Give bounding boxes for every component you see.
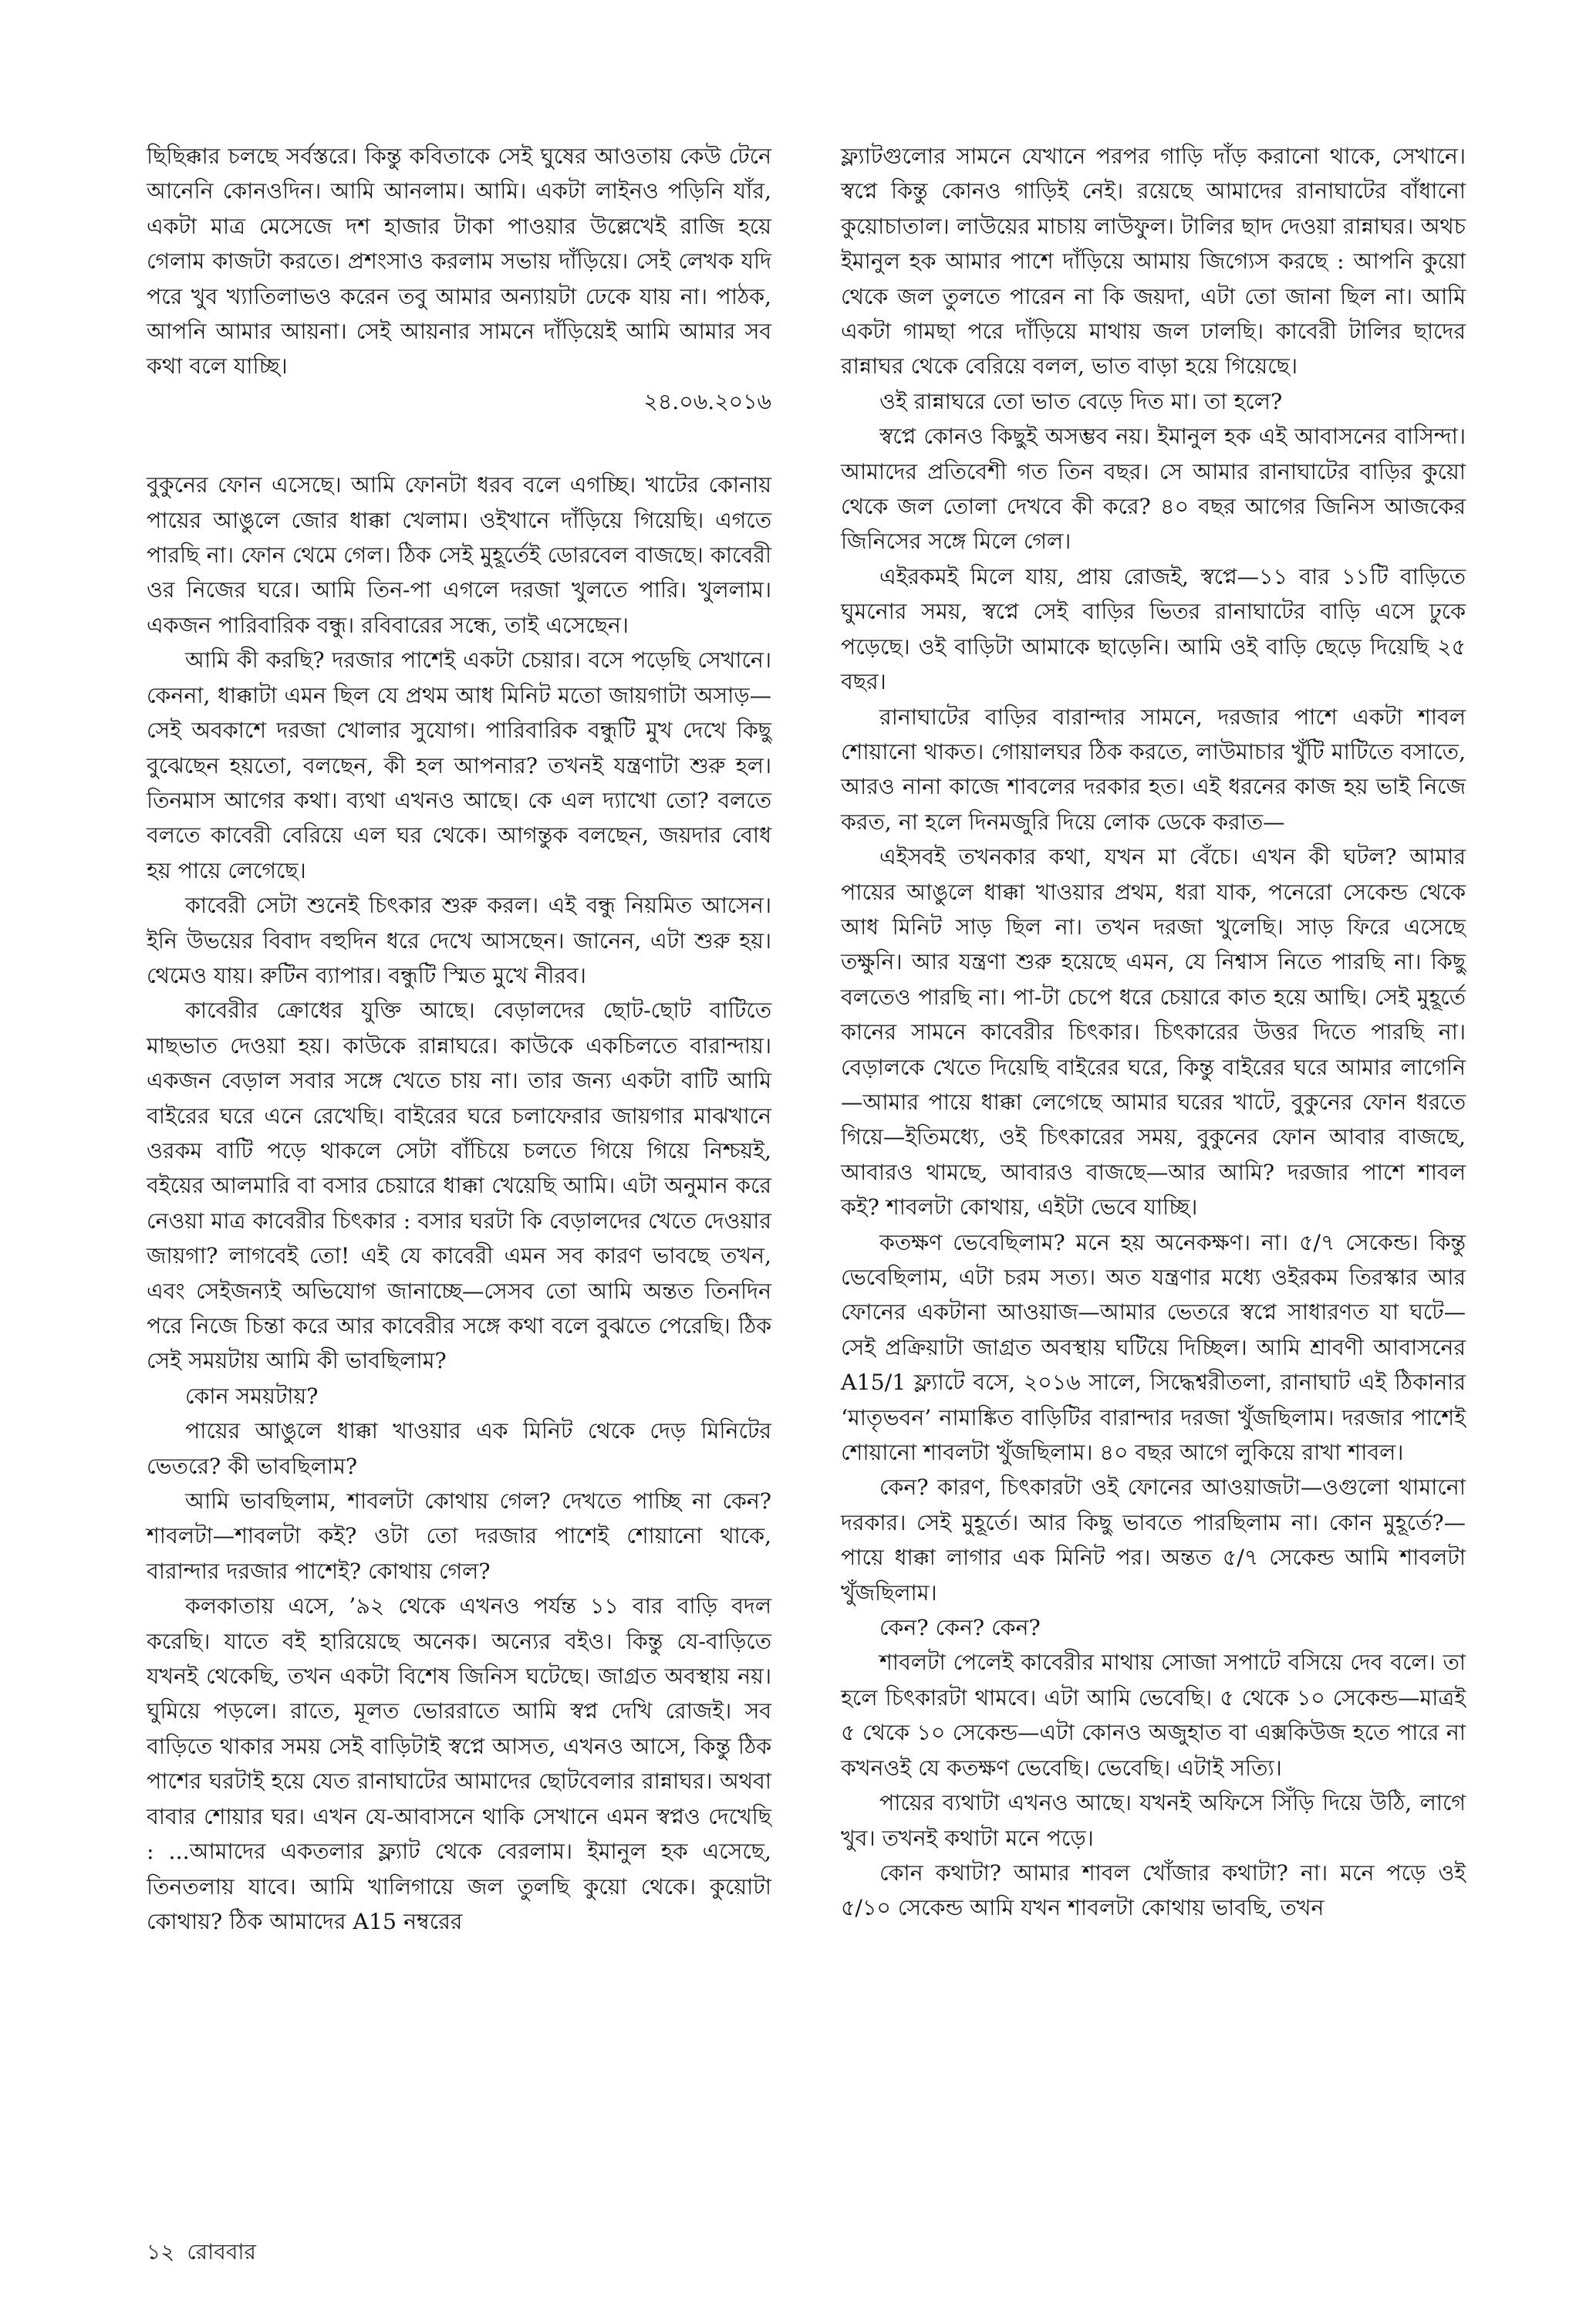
paragraph: এইসবই তখনকার কথা, যখন মা বেঁচে। এখন কী ঘটল? আমার পায়ের আঙুলে ধাক্কা খাওয়ার প্রথম, ধরা যাক, পনেরো সেকেন্ড থেকে আধ মিনিট সাড় ছিল না। তখন দরজা খুলেছি। সাড় ফিরে এসেছে তক্ষুনি। আর যন্ত্রণা শুরু হয়েছে এমন, যে নিশ্বাস নিতে পারছি না। কিছু বলতেও পারছি না। পা-টা চেপে ধরে চেয়ারে কাত হয়ে আছি। সেই মুহূর্তে কানের সামনে কাবেরীর চিৎকার। চিৎকারের উত্তর দিতে পারছি না। বেড়ালকে খেতে দিয়েছি বাইরের ঘরে, কিন্তু বাইরের ঘরে আমার লাগেনি—আমার পায়ে ধাক্কা লেগেছে আমার ঘরের খাটে, বুকুনের ফোন ধরতে গিয়ে—ইতিমধ্যে, ওই চিৎকারের সময়, বুকুনের ফোন আবার বাজছে, আবারও থামছে, আবারও বাজছে—আর আমি? দরজার পাশে শাবল কই? শাবলটা কোথায়, এইটা ভেবে যাচ্ছি। (841, 844, 1466, 1221)
date-line: ২৪.০৬.২০১৬ (643, 388, 771, 414)
paragraph: কেন? কারণ, চিৎকারটা ওই ফোনের আওয়াজটা—ওগুলো থামানো দরকার। সেই মুহূর্তে। আর কিছু ভাবতে পারছিলাম না। কোন মুহূর্তে?—পায়ে ধাক্কা লাগার এক মিনিট পর। অন্তত ৫/৭ সেকেন্ড আমি শাবলটা খুঁজছিলাম। (841, 1474, 1466, 1606)
paragraph: কাবেরী সেটা শুনেই চিৎকার শুরু করল। এই বন্ধু নিয়মিত আসেন। ইনি উভয়ের বিবাদ বহুদিন ধরে দেখে আসছেন। জানেন, এটা শুরু হয়। থেমেও যায়। রুটিন ব্যাপার। বন্ধুটি স্মিত মুখে নীরব। (147, 893, 771, 988)
paragraph: পায়ের আঙুলে ধাক্কা খাওয়ার এক মিনিট থেকে দেড় মিনিটের ভেতরে? কী ভাবছিলাম? (147, 1418, 771, 1479)
paragraph: পায়ের ব্যথাটা এখনও আছে। যখনই অফিসে সিঁড়ি দিয়ে উঠি, লাগে খুব। তখনই কথাটা মনে পড়ে। (841, 1790, 1466, 1851)
paragraph: কেন? কেন? কেন? (879, 1615, 1041, 1641)
paragraph: স্বপ্নে কোনও কিছুই অসম্ভব নয়। ইমানুল হক এই আবাসনের বাসিন্দা। আমাদের প্রতিবেশী গত তিন বছর। সে আমার রানাঘাটের বাড়ির কুয়ো থেকে জল তোলা দেখবে কী করে? ৪০ বছর আগের জিনিস আজকের জিনিসের সঙ্গে মিলে গেল। (841, 424, 1466, 555)
paragraph: শাবলটা পেলেই কাবেরীর মাথায় সোজা সপাটে বসিয়ে দেব বলে। তা হলে চিৎকারটা থামবে। এটা আমি ভেবেছি। ৫ থেকে ১০ সেকেন্ড—মাত্রই ৫ থেকে ১০ সেকেন্ড—এটা কোনও অজুহাত বা এক্সকিউজ হতে পারে না কখনওই যে কতক্ষণ ভেবেছি। ভেবেছি। এটাই সত্যি। (841, 1650, 1466, 1781)
page-footer (147, 2235, 256, 2272)
paragraph: ছিছিক্কার চলছে সর্বস্তরে। কিন্তু কবিতাকে সেই ঘুষের আওতায় কেউ টেনে আনেনি কোনওদিন। আমি আনলাম। আমি। একটা লাইনও পড়িনি যাঁর, একটা মাত্র মেসেজে দশ হাজার টাকা পাওয়ার উল্লেখেই রাজি হয়ে গেলাম কাজটা করতে। প্রশংসাও করলাম সভায় দাঁড়িয়ে। সেই লেখক যদি পরে খুব খ্যাতিলাভও করেন তবু আমার অন্যায়টা ঢেকে যায় না। পাঠক, আপনি আমার আয়না। সেই আয়নার সামনে দাঁড়িয়েই আমি আমার সব কথা বলে যাচ্ছি। (147, 144, 771, 380)
page-number: ১২ (147, 2239, 175, 2265)
paragraph: বুকুনের ফোন এসেছে। আমি ফোনটা ধরব বলে এগচ্ছি। খাটের কোনায় পায়ের আঙুলে জোর ধাক্কা খেলাম। ওইখানে দাঁড়িয়ে গিয়েছি। এগতে পারছি না। ফোন থেমে গেল। ঠিক সেই মুহূর্তেই ডোরবেল বাজছে। কাবেরী ওর নিজের ঘরে। আমি তিন-পা এগলে দরজা খুলতে পারি। খুললাম। একজন পারিবারিক বন্ধু। রবিবারের সন্ধে, তাই এসেছেন। (147, 472, 771, 638)
left-paragraphs-a (147, 139, 771, 384)
right-column (841, 139, 1466, 1926)
paragraph: কোন কথাটা? আমার শাবল খোঁজার কথাটা? না। মনে পড়ে ওই ৫/১০ সেকেন্ড আমি যখন শাবলটা কোথায় ভাবছি, তখন (841, 1860, 1466, 1921)
paragraph: কোন সময়টায়? (185, 1383, 319, 1409)
paragraph: রানাঘাটের বাড়ির বারান্দার সামনে, দরজার পাশে একটা শাবল শোয়ানো থাকত। গোয়ালঘর ঠিক করতে, লাউমাচার খুঁটি মাটিতে বসাতে, আরও নানা কাজে শাবলের দরকার হত। এই ধরনের কাজ হয় ভাই নিজে করত, না হলে দিনমজুরি দিয়ে লোক ডেকে করাত— (841, 704, 1466, 835)
paragraph: আমি ভাবছিলাম, শাবলটা কোথায় গেল? দেখতে পাচ্ছি না কেন? শাবলটা—শাবলটা কই? ওটা তো দরজার পাশেই শোয়ানো থাকে, বারান্দার দরজার পাশেই? কোথায় গেল? (147, 1488, 771, 1584)
left-column (147, 139, 771, 1939)
paragraph: ফ্ল্যাটগুলোর সামনে যেখানে পরপর গাড়ি দাঁড় করানো থাকে, সেখানে। স্বপ্নে কিন্তু কোনও গাড়িই নেই। রয়েছে আমাদের রানাঘাটের বাঁধানো কুয়োচাতাল। লাউয়ের মাচায় লাউফুল। টালির ছাদ দেওয়া রান্নাঘর। অথচ ইমানুল হক আমার পাশে দাঁড়িয়ে আমায় জিগ্যেস করছে : আপনি কুয়ো থেকে জল তুলতে পারেন না কি জয়দা, এটা তো জানা ছিল না। আমি একটা গামছা পরে দাঁড়িয়ে মাথায় জল ঢালছি। কাবেরী টালির ছাদের রান্নাঘর থেকে বেরিয়ে বলল, ভাত বাড়া হয়ে গিয়েছে। (841, 144, 1466, 380)
paragraph: এইরকমই মিলে যায়, প্রায় রোজই, স্বপ্নে—১১ বার ১১টি বাড়িতে ঘুমনোর সময়, স্বপ্নে সেই বাড়ির ভিতর রানাঘাটের বাড়ি এসে ঢুকে পড়েছে। ওই বাড়িটা আমাকে ছাড়েনি। আমি ওই বাড়ি ছেড়ে দিয়েছি ২৫ বছর। (841, 563, 1466, 695)
left-paragraphs-b (147, 468, 771, 1939)
publication-name: রোববার (187, 2239, 256, 2265)
paragraph: কতক্ষণ ভেবেছিলাম? মনে হয় অনেকক্ষণ। না। ৫/৭ সেকেন্ড। কিন্তু ভেবেছিলাম, এটা চরম সত্য। অত যন্ত্রণার মধ্যে ওইরকম তিরস্কার আর ফোনের একটানা আওয়াজ—আমার ভেতরে স্বপ্নে সাধারণত যা ঘটে—সেই প্রক্রিয়াটা জাগ্রত অবস্থায় ঘটিয়ে দিচ্ছিল। আমি শ্রাবণী আবাসনের A15/1 ফ্ল্যাটে বসে, ২০১৬ সালে, সিদ্ধেশ্বরীতলা, রানাঘাট এই ঠিকানার ‘মাতৃভবন’ নামাঙ্কিত বাড়িটির বারান্দার দরজা খুঁজছিলাম। দরজার পাশেই শোয়ানো শাবলটা খুঁজছিলাম। ৪০ বছর আগে লুকিয়ে রাখা শাবল। (841, 1229, 1466, 1466)
paragraph: আমি কী করছি? দরজার পাশেই একটা চেয়ার। বসে পড়েছি সেখানে। কেননা, ধাক্কাটা এমন ছিল যে প্রথম আধ মিনিট মতো জায়গাটা অসাড়—সেই অবকাশে দরজা খোলার সুযোগ। পারিবারিক বন্ধুটি মুখ দেখে কিছু বুঝেছেন হয়তো, বলছেন, কী হল আপনার? তখনই যন্ত্রণাটা শুরু হল। তিনমাস আগের কথা। ব্যথা এখনও আছে। কে এল দ্যাখো তো? বলতে বলতে কাবেরী বেরিয়ে এল ঘর থেকে। আগন্তুক বলছেন, জয়দার বোধ হয় পায়ে লেগেছে। (147, 647, 771, 883)
paragraph: কলকাতায় এসে, ’৯২ থেকে এখনও পর্যন্ত ১১ বার বাড়ি বদল করেছি। যাতে বই হারিয়েছে অনেক। অন্যের বইও। কিন্তু যে-বাড়িতে যখনই থেকেছি, তখন একটা বিশেষ জিনিস ঘটেছে। জাগ্রত অবস্থায় নয়। ঘুমিয়ে পড়লে। রাতে, মূলত ভোররাতে আমি স্বপ্ন দেখি রোজই। সব বাড়িতে থাকার সময় সেই বাড়িটাই স্বপ্নে আসত, এখনও আসে, কিন্তু ঠিক পাশের ঘরটাই হয়ে যেত রানাঘাটের আমাদের ছোটবেলার রান্নাঘর। অথবা বাবার শোয়ার ঘর। এখন যে-আবাসনে থাকি সেখানে এমন স্বপ্নও দেখেছি : ...আমাদের একতলার ফ্ল্যাট থেকে বেরলাম। ইমানুল হক এসেছে, তিনতলায় যাবে। আমি খালিগায়ে জল তুলছি কুয়ো থেকে। কুয়োটা কোথায়? ঠিক আমাদের A15 নম্বরের (147, 1593, 771, 1934)
paragraph: ওই রান্নাঘরে তো ভাত বেড়ে দিত মা। তা হলে? (879, 388, 1283, 414)
paragraph: কাবেরীর ক্রোধের যুক্তি আছে। বেড়ালদের ছোট-ছোট বাটিতে মাছভাত দেওয়া হয়। কাউকে রান্নাঘরে। কাউকে একচিলতে বারান্দায়। একজন বেড়াল সবার সঙ্গে খেতে চায় না। তার জন্য একটা বাটি আমি বাইরের ঘরে এনে রেখেছি। বাইরের ঘরে চলাফেরার জায়গার মাঝখানে ওরকম বাটি পড়ে থাকলে সেটা বাঁচিয়ে চলতে গিয়ে গিয়ে নিশ্চয়ই, বইয়ের আলমারি বা বসার চেয়ারে ধাক্কা খেয়েছি আমি। এটা অনুমান করে নেওয়া মাত্র কাবেরীর চিৎকার : বসার ঘরটা কি বেড়ালদের খেতে দেওয়ার জায়গা? লাগবেই তো! এই যে কাবেরী এমন সব কারণ ভাবছে তখন, এবং সেইজন্যই অভিযোগ জানাচ্ছে—সেসব তো আমি অন্তত তিনদিন পরে নিজে চিন্তা করে আর কাবেরীর সঙ্গে কথা বলে বুঝতে পেরেছি। ঠিক সেই সময়টায় আমি কী ভাবছিলাম? (147, 998, 771, 1374)
